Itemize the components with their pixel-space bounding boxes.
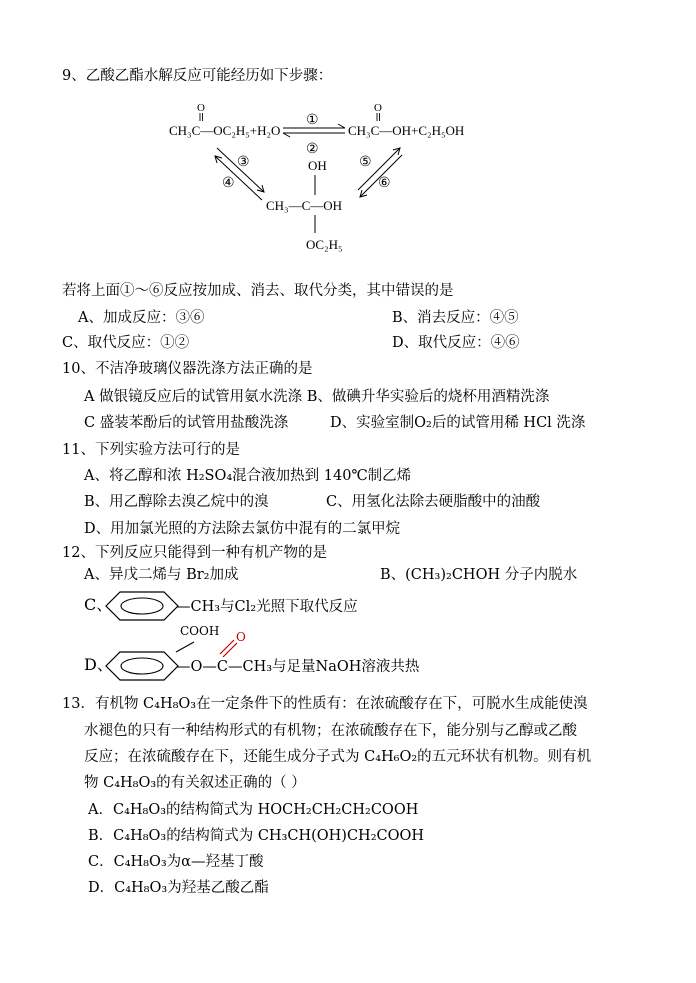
q13-line-4: 物 C₄H₈O₃的有关叙述正确的（ ） [84, 775, 306, 791]
q9-option-a[interactable]: A、加成反应：③⑥ [78, 310, 205, 326]
acid-carbonyl-o: O [374, 102, 382, 114]
q10-option-d[interactable]: D、实验室制O₂后的试管用稀 HCl 洗涤 [330, 415, 586, 431]
q13-line-1: 13．有机物 C₄H₈O₃在一定条件下的性质有：在浓硫酸存在下，可脱水生成能使溴 [62, 696, 588, 712]
intermediate-chain: CH₃—C—OH [266, 198, 343, 213]
q12-option-b[interactable]: B、(CH₃)₂CHOH 分子内脱水 [380, 567, 578, 583]
q13-line-2: 水褪色的只有一种结构形式的有机物；在浓硫酸存在下，能分别与乙醇或乙酸 [84, 723, 577, 739]
hydrolysis-scheme [160, 100, 520, 260]
q11-option-d[interactable]: D、用加氯光照的方法除去氯仿中混有的二氯甲烷 [84, 521, 401, 537]
q13-option-a[interactable]: A．C₄H₈O₃的结构简式为 HOCH₂CH₂CH₂COOH [88, 802, 419, 818]
intermediate-oet: OC₂H₅ [306, 237, 343, 252]
q9-stem: 9、乙酸乙酯水解反应可能经历如下步骤： [62, 68, 333, 84]
step-6-label: ⑥ [378, 176, 391, 191]
q11-option-a[interactable]: A、将乙醇和浓 H₂SO₄混合液加热到 140℃制乙烯 [84, 468, 412, 484]
q10-option-c[interactable]: C 盛装苯酚后的试管用盐酸洗涤 [84, 415, 289, 431]
ester-carbonyl-o: O [197, 102, 205, 114]
step-3-label: ③ [237, 155, 250, 170]
q9-question: 若将上面①～⑥反应按加成、消去、取代分类，其中错误的是 [62, 283, 454, 299]
q12-option-d-carbonyl-o: O [236, 630, 246, 644]
q13-option-b[interactable]: B．C₄H₈O₃的结构简式为 CH₃CH(OH)CH₂COOH [88, 828, 425, 844]
step-4-label: ④ [222, 176, 235, 191]
q13-option-c[interactable]: C．C₄H₈O₃为α—羟基丁酸 [88, 854, 264, 870]
q13-line-3: 反应；在浓硫酸存在下，还能生成分子式为 C₄H₆O₂的五元环状有机物。则有机 [84, 749, 592, 765]
intermediate-oh-top: OH [308, 158, 327, 173]
q12-stem: 12、下列反应只能得到一种有机产物的是 [62, 545, 327, 561]
benzene-ring-c-icon [104, 590, 180, 622]
q9-option-c[interactable]: C、取代反应：①② [62, 335, 190, 351]
q12-option-a[interactable]: A、异戊二烯与 Br₂加成 [84, 567, 239, 583]
step-2-label: ② [306, 142, 319, 157]
ester-formula: CH₃C—OC₂H₅+H₂O [169, 123, 281, 138]
q10-stem: 10、不洁净玻璃仪器洗涤方法正确的是 [62, 361, 313, 377]
q13-option-d[interactable]: D．C₄H₈O₃为羟基乙酸乙酯 [88, 880, 269, 896]
q10-option-ab[interactable]: A 做银镜反应后的试管用氨水洗涤 B、做碘升华实验后的烧杯用酒精洗涤 [84, 389, 550, 405]
q12-option-d-label[interactable]: D、 [84, 655, 113, 674]
q11-stem: 11、下列实验方法可行的是 [62, 442, 240, 458]
q12-option-c-text: —CH₃与Cl₂光照下取代反应 [176, 599, 358, 615]
step-1-label: ① [306, 113, 319, 128]
q9-option-d[interactable]: D、取代反应：④⑥ [392, 335, 520, 351]
q12-option-c-label[interactable]: C、 [84, 595, 113, 614]
q11-option-b[interactable]: B、用乙醇除去溴乙烷中的溴 [84, 494, 269, 510]
q11-option-c[interactable]: C、用氢化法除去硬脂酸中的油酸 [326, 494, 541, 510]
acid-formula: CH₃C—OH+C₂H₅OH [348, 123, 465, 138]
q12-option-d-text: —O—C—CH₃与足量NaOH溶液共热 [176, 659, 420, 675]
q12-option-d-cooh: COOH [180, 624, 220, 638]
q9-option-b[interactable]: B、消去反应：④⑤ [392, 310, 519, 326]
step-5-label: ⑤ [359, 155, 372, 170]
